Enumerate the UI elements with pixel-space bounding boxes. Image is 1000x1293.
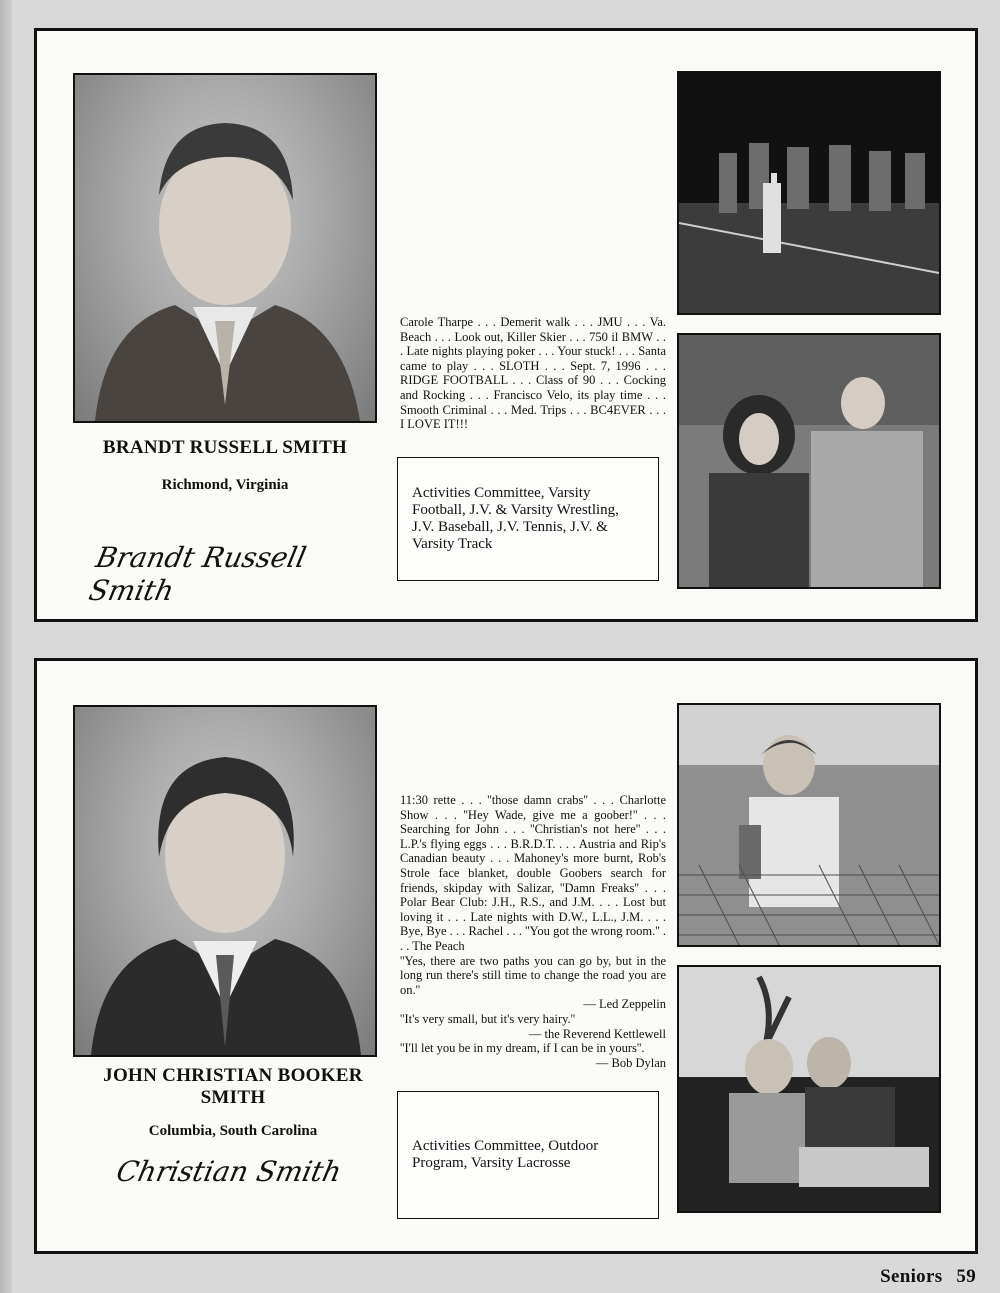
friends-scene	[679, 967, 939, 1211]
senior-portrait-photo	[73, 705, 377, 1057]
quote-text: 11:30 rette . . . ''those damn crabs'' . . . Charlotte Show . . . ''Hey Wade, give me a goober!'' . . . Searching for John . . . ''Christian's not here'' . . . L.P.'s flying eggs . . . B.R.D.T. . . . Austria and Rip's Canadian beauty . . . Mahoney's more burnt, Rob's Strole face blanket, double Goobers search for friends, skipday with Salizar, ''Damn Freaks'' . . . Polar Bear Club: J.H., R.S., and J.M. . . . Lost but loving it . . . Late nights with D.W., L.L., J.M. . . . Bye, Bye . . . Rachel . . . ''You got the wrong room.'' . . . The Peach	[400, 793, 666, 953]
activities-text: Activities Committee, Outdoor Program, Varsity Lacrosse	[412, 1138, 599, 1171]
portrait-silhouette	[75, 75, 375, 421]
quote-lyric-text: ''It's very small, but it's very hairy.''	[400, 1011, 576, 1026]
senior-panel-john-smith	[34, 658, 978, 1254]
couple-scene	[679, 335, 939, 587]
candid-photo-football-game	[677, 71, 941, 315]
page-number: 59	[956, 1266, 976, 1287]
activities-box	[397, 1091, 659, 1219]
binding-spine	[0, 0, 12, 1293]
section-label: Seniors	[880, 1266, 943, 1287]
senior-signature: Christian Smith	[113, 1155, 345, 1188]
quote-attribution: — Bob Dylan	[595, 1055, 666, 1070]
candid-photo-trophy	[677, 703, 941, 947]
senior-hometown: Richmond, Virginia	[161, 477, 289, 493]
activities-box	[397, 457, 659, 581]
senior-portrait-photo	[73, 73, 377, 423]
quote-lyric-text: ''Yes, there are two paths you can go by, but in the long run there's still time to change the road you are on.''	[400, 953, 666, 997]
candid-photo-friends	[677, 965, 941, 1213]
quote-attribution: — Led Zeppelin	[583, 997, 666, 1012]
senior-quote-block	[400, 315, 666, 432]
senior-name: BRANDT RUSSELL SMITH	[102, 437, 348, 458]
activities-text: Activities Committee, Varsity Football, J.V. & Varsity Wrestling, J.V. Baseball, J.V. Tennis, J.V. & Varsity Track	[412, 485, 619, 552]
quote-attribution: — the Reverend Kettlewell	[528, 1026, 666, 1041]
portrait-silhouette	[75, 707, 375, 1055]
quote-lyric-text: ''I'll let you be in my dream, if I can be in yours''.	[400, 1041, 645, 1056]
quote-text: Carole Tharpe . . . Demerit walk . . . JMU . . . Va. Beach . . . Look out, Killer Skier . . . 750 il BMW . . . Late nights playing poker . . . Your stuck! . . . Santa came to play . . . SLOTH . . . Sept. 7, 1996 . . . RIDGE FOOTBALL . . . Class of 90 . . . Cocking and Rocking . . . Francisco Velo, its play time . . . Smooth Criminal . . . Med. Trips . . . BC4EVER . . . I LOVE IT!!!	[400, 315, 666, 432]
senior-hometown: Columbia, South Carolina	[148, 1123, 318, 1139]
senior-name: JOHN CHRISTIAN BOOKER SMITH	[103, 1065, 363, 1108]
trophy-scene	[679, 705, 939, 945]
senior-panel-brandt-smith	[34, 28, 978, 622]
football-scene	[679, 73, 939, 313]
candid-photo-couple	[677, 333, 941, 589]
senior-quote-block	[400, 793, 666, 1070]
senior-signature: Brandt Russell Smith	[85, 541, 310, 607]
page-footer	[880, 1266, 976, 1288]
